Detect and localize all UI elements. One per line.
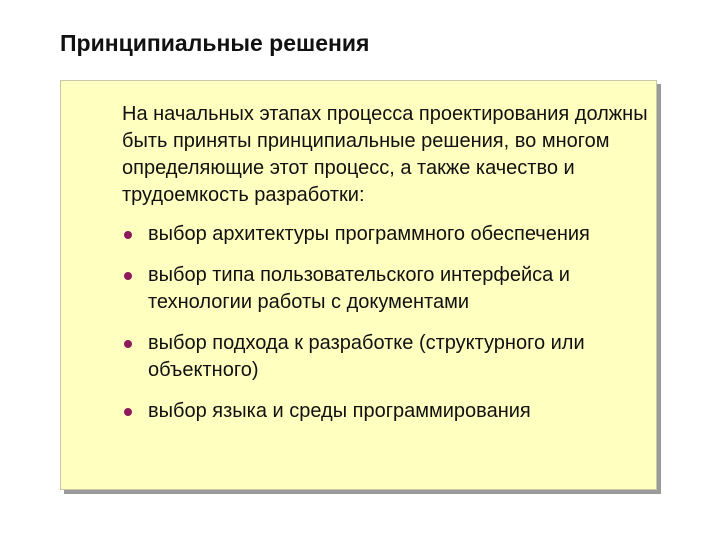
bullet-dot-icon (124, 231, 132, 239)
bullet-dot-icon (124, 408, 132, 416)
bullet-text: выбор языка и среды программирования (148, 400, 531, 422)
bullet-dot-icon (124, 272, 132, 280)
bullet-dot-icon (124, 340, 132, 348)
list-item (122, 398, 642, 425)
intro-paragraph: На начальных этапах процесса проектирования должны быть приняты принципиальные решения, во многом определяющие этот процесс, а также качество и трудоемкость разработки: (122, 103, 648, 206)
bullet-text: выбор подхода к разработке (структурного или объектного) (148, 332, 585, 381)
bullet-text: выбор типа пользовательского интерфейса и технологии работы с документами (148, 264, 570, 313)
list-item (122, 221, 642, 248)
content-box (60, 80, 657, 490)
list-item (122, 330, 642, 384)
list-item (122, 262, 642, 316)
slide-title: Принципиальные решения (60, 30, 370, 56)
bullet-text: выбор архитектуры программного обеспечения (148, 223, 590, 245)
bullet-list (122, 221, 642, 439)
